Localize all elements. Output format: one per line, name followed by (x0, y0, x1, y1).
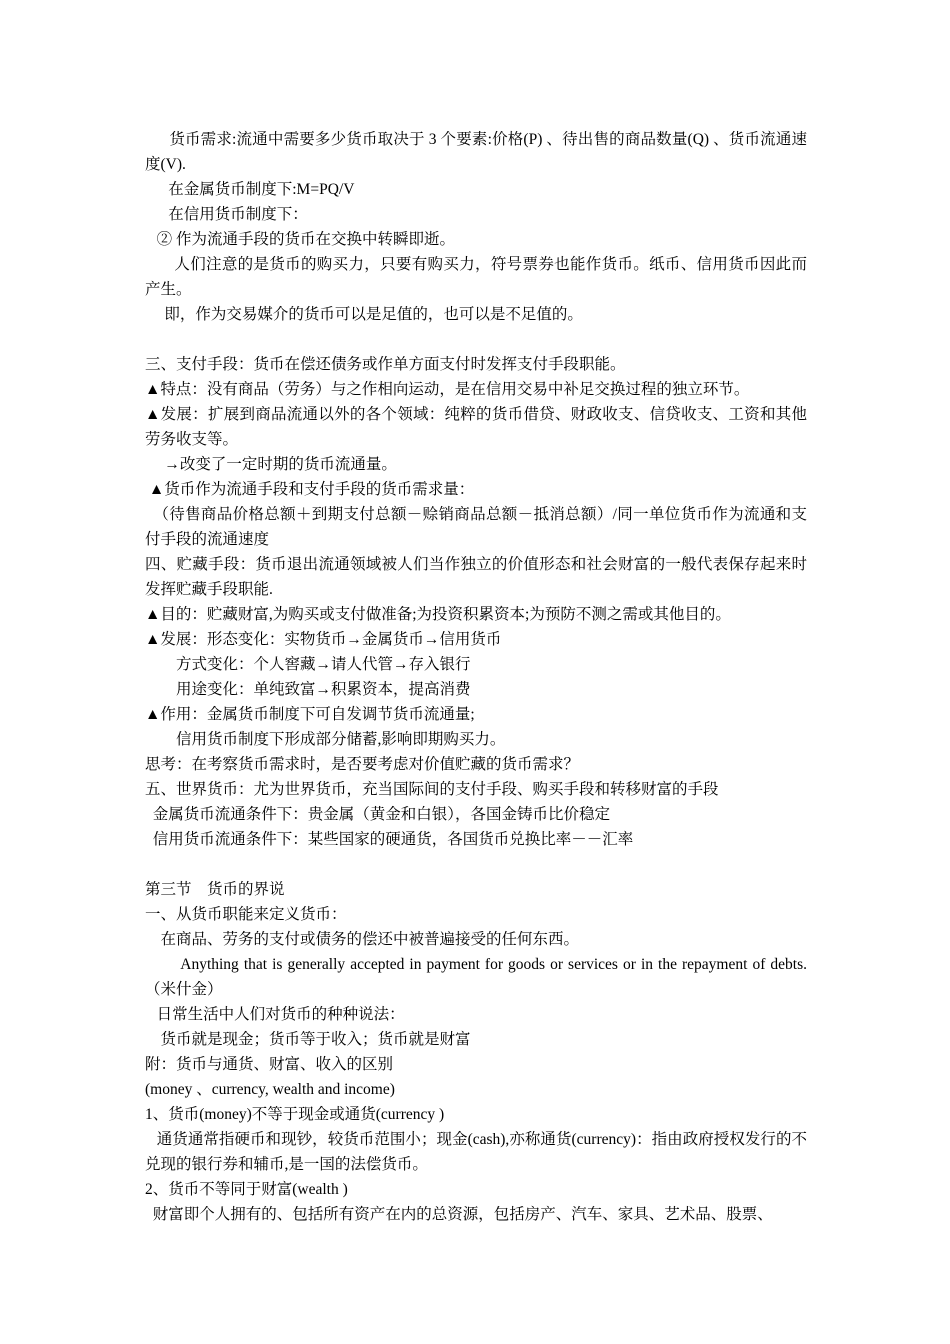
section-heading: 一、从货币职能来定义货币： (145, 906, 347, 923)
paragraph: ▲货币作为流通手段和支付手段的货币需求量： (145, 481, 475, 498)
paragraph: ▲目的：贮藏财富,为购买或支付做准备;为投资积累资本;为预防不测之需或其他目的。 (145, 606, 731, 623)
section-heading: 三、支付手段：货币在偿还债务或作单方面支付时发挥支付手段职能。 (145, 356, 626, 373)
paragraph: 信用货币制度下形成部分储蓄,影响即期购买力。 (145, 731, 506, 748)
paragraph: 在商品、劳务的支付或债务的偿还中被普遍接受的任何东西。 (145, 931, 580, 948)
paragraph: →改变了一定时期的货币流通量。 (145, 456, 397, 473)
paragraph: 思考：在考察货币需求时，是否要考虑对价值贮藏的货币需求？ (145, 756, 580, 773)
paragraph: ▲发展：形态变化：实物货币→金属货币→信用货币 (145, 631, 502, 648)
chapter-section-title: 第三节 货币的界说 (145, 881, 285, 898)
paragraph: 即，作为交易媒介的货币可以是足值的，也可以是不足值的。 (145, 306, 583, 323)
paragraph: 2、货币不等同于财富(wealth ) (145, 1181, 348, 1198)
paragraph: 货币需求:流通中需要多少货币取决于 3 个要素:价格(P) 、待出售的商品数量(Q) 、货币流通速度(V). (145, 131, 808, 173)
paragraph: 在金属货币制度下:M=PQ/V (145, 181, 355, 198)
paragraph: 日常生活中人们对货币的种种说法： (145, 1006, 405, 1023)
paragraph: ▲特点：没有商品（劳务）与之作相向运动，是在信用交易中补足交换过程的独立环节。 (145, 381, 750, 398)
paragraph: 用途变化：单纯致富→积累资本，提高消费 (145, 681, 471, 698)
paragraph: (money 、currency, wealth and income) (145, 1081, 395, 1098)
paragraph: 金属货币流通条件下：贵金属（黄金和白银），各国金铸币比价稳定 (145, 806, 611, 823)
paragraph: 货币就是现金；货币等于收入；货币就是财富 (145, 1031, 471, 1048)
paragraph: ▲发展：扩展到商品流通以外的各个领域：纯粹的货币借贷、财政收支、信贷收支、工资和其他劳务收支等。 (145, 406, 807, 448)
paragraph: 人们注意的是货币的购买力，只要有购买力，符号票券也能作货币。纸币、信用货币因此而产生。 (145, 256, 807, 298)
paragraph: 通货通常指硬币和现钞，较货币范围小；现金(cash),亦称通货(currency)：指由政府授权发行的不兑现的银行券和辅币,是一国的法偿货币。 (145, 1131, 807, 1173)
paragraph: （待售商品价格总额＋到期支付总额－赊销商品总额－抵消总额）/同一单位货币作为流通和支付手段的流通速度 (145, 506, 807, 548)
document-body (145, 127, 807, 1227)
blank-line (145, 852, 807, 877)
paragraph: 在信用货币制度下： (145, 206, 308, 223)
paragraph: 附：货币与通货、财富、收入的区别 (145, 1056, 394, 1073)
section-heading: 五、世界货币：尤为世界货币，充当国际间的支付手段、购买手段和转移财富的手段 (145, 781, 719, 798)
paragraph: 1、货币(money)不等于现金或通货(currency ) (145, 1106, 445, 1123)
paragraph: 信用货币流通条件下：某些国家的硬通货，各国货币兑换比率－－汇率 (145, 831, 634, 848)
paragraph: Anything that is generally accepted in payment for goods or services or in the repayment of debts.（米什金） (145, 956, 807, 998)
paragraph: ▲作用：金属货币制度下可自发调节货币流通量; (145, 706, 475, 723)
section-heading: 四、贮藏手段：货币退出流通领域被人们当作独立的价值形态和社会财富的一般代表保存起来时发挥贮藏手段职能. (145, 556, 807, 598)
paragraph: ② 作为流通手段的货币在交换中转瞬即逝。 (145, 231, 456, 248)
blank-line (145, 327, 807, 352)
paragraph: 方式变化：个人窖藏→请人代管→存入银行 (145, 656, 471, 673)
paragraph: 财富即个人拥有的、包括所有资产在内的总资源，包括房产、汽车、家具、艺术品、股票、 (145, 1206, 773, 1223)
